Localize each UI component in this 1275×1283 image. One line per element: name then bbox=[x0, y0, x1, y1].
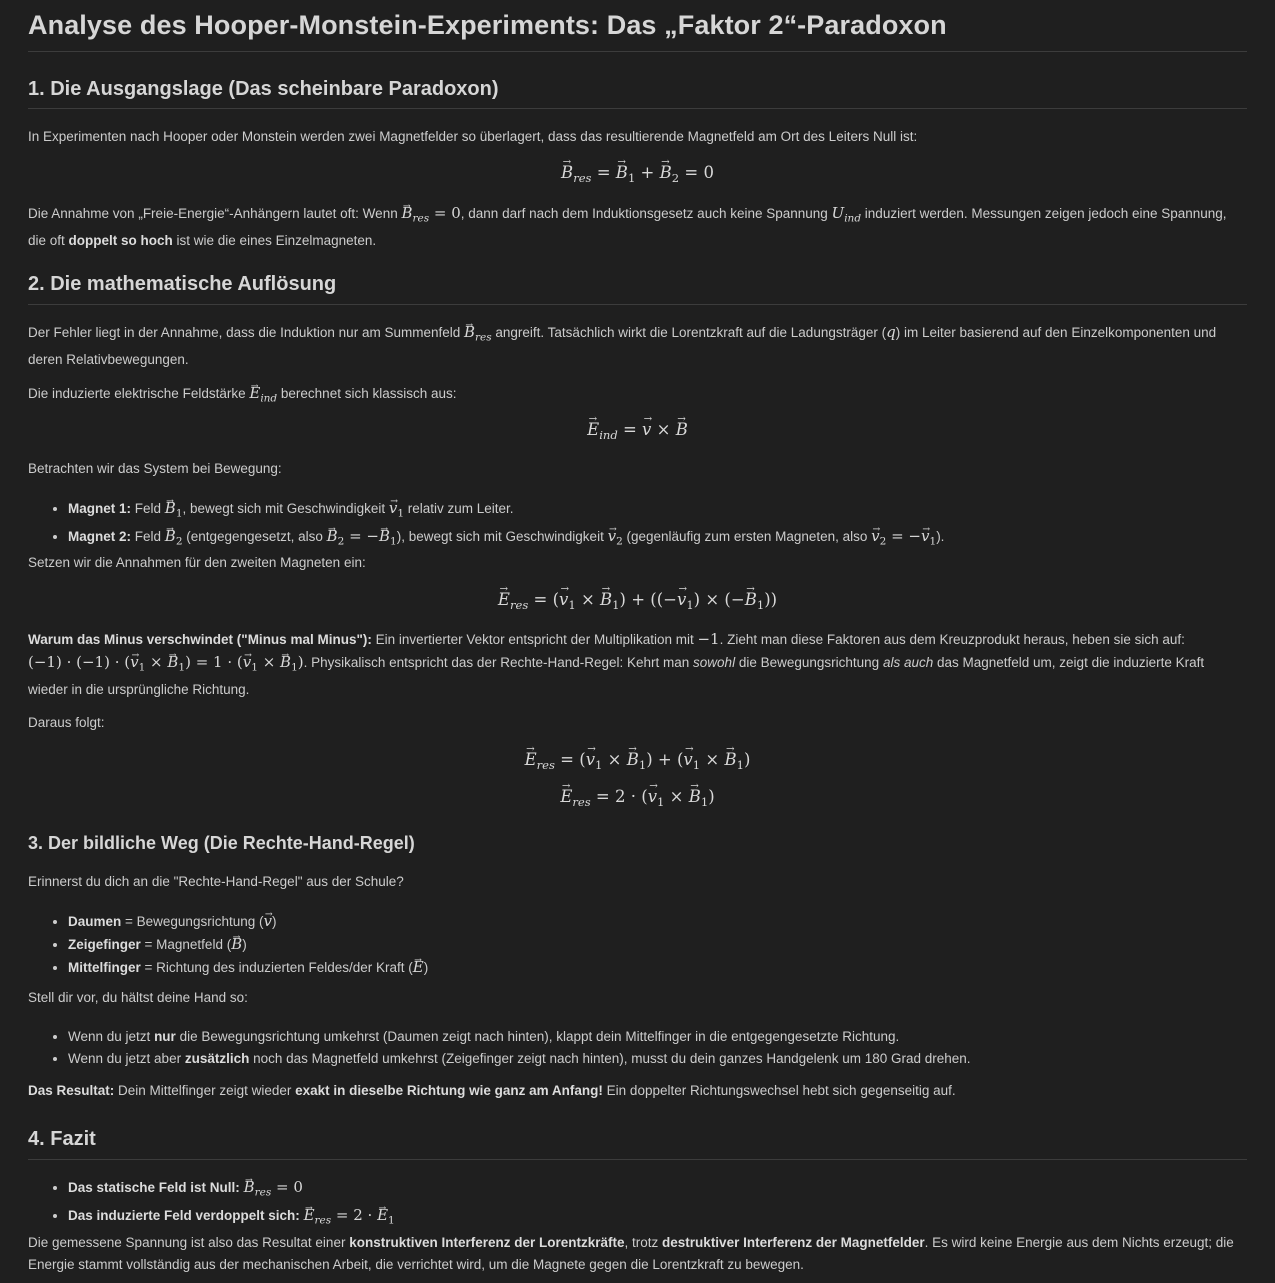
equation-e-ind: → $E_{ind}$ = → v × → B bbox=[28, 420, 1247, 442]
page-title: Analyse des Hooper-Monstein-Experiments: Das „Faktor 2“-Paradoxon bbox=[28, 10, 947, 40]
section-3-paragraph-1: Erinnerst du dich an die "Rechte-Hand-Regel" aus der Schule? bbox=[28, 874, 404, 889]
equation-e-res-substituted: → $E_{res}$ = (→ $v_1$ × → $B_1$) + ((−→ $v_1$) × (−→ $B_1$)) bbox=[28, 590, 1247, 612]
result-paragraph: Das Resultat: Dein Mittelfinger zeigt wieder exakt in dieselbe Richtung wie ganz am Anfang! Ein doppelter Richtungswechsel hebt sich gegenseitig auf. bbox=[28, 1083, 956, 1098]
section-2-paragraph-4: Setzen wir die Annahmen für den zweiten Magneten ein: bbox=[28, 555, 366, 570]
section-2-paragraph-5: Daraus folgt: bbox=[28, 715, 105, 730]
section-1-heading: 1. Die Ausgangslage (Das scheinbare Paradoxon) bbox=[28, 78, 499, 100]
equation-e-res-double: → $E_{res} = 2$ · (→ $v_1$ × → $B_1$) bbox=[28, 787, 1247, 809]
section-2-paragraph-1: Der Fehler liegt in der Annahme, dass die Induktion nur am Summenfeld → $B_{res}$ angreift. Tatsächlich wirkt die Lorentzkraft auf die Ladungsträger (q) im Leiter basierend auf den Einzelkomponenten und deren Relativbewegungen. bbox=[28, 321, 1247, 371]
list-item-mittelfinger: • Mittelfinger = Richtung des induzierten Feldes/der Kraft (→ E) bbox=[68, 956, 1247, 979]
hand-scenario-list bbox=[28, 1026, 1247, 1070]
section-1-paragraph-1: In Experimenten nach Hooper oder Monstein werden zwei Magnetfelder so überlagert, dass das resultierende Magnetfeld am Ort des Leiters Null ist: bbox=[28, 129, 918, 144]
section-4-divider bbox=[28, 1159, 1247, 1160]
list-item-induced-field: • Das induzierte Feld verdoppelt sich: → $E_{res} = 2$ · → $E_1$ bbox=[68, 1204, 1247, 1232]
section-1-divider bbox=[28, 108, 1247, 109]
list-item-magnet-1: • Magnet 1: Feld → $B_1$, bewegt sich mit Geschwindigkeit → $v_1$ relativ zum Leiter. bbox=[68, 497, 1247, 525]
section-3-heading: 3. Der bildliche Weg (Die Rechte-Hand-Regel) bbox=[28, 833, 415, 853]
list-item-daumen: • Daumen = Bewegungsrichtung (→ v) bbox=[68, 910, 1247, 933]
section-2-paragraph-2: Die induzierte elektrische Feldstärke → $E_{ind}$ berechnet sich klassisch aus: bbox=[28, 382, 1247, 410]
section-2-paragraph-3: Betrachten wir das System bei Bewegung: bbox=[28, 461, 282, 476]
title-divider bbox=[28, 51, 1247, 52]
list-item-scenario: • Wenn du jetzt aber zusätzlich noch das Magnetfeld umkehrst (Zeigefinger zeigt nach hinten), musst du dein ganzes Handgelenk um 180 Grad drehen. bbox=[68, 1048, 1247, 1070]
inline-math-minus-times-minus: (−1) · (−1) · (→ $v_1$ × → $B_1) = 1$ · (→ $v_1$ × → $B_1$) bbox=[28, 653, 304, 671]
section-3-paragraph-2: Stell dir vor, du hältst deine Hand so: bbox=[28, 990, 248, 1005]
magnet-list bbox=[28, 497, 1247, 552]
conclusion-paragraph: Die gemessene Spannung ist also das Resultat einer konstruktiven Interferenz der Lorentzkräfte, trotz destruktiver Interferenz der Magnetfelder. Es wird keine Energie aus dem Nichts erzeugt; die Energie stammt vollständig aus der mechanischen Arbeit, die verrichtet wird, um die Magnete gegen die Lorentzkraft zu bewegen. bbox=[28, 1235, 1234, 1272]
list-item-zeigefinger: • Zeigefinger = Magnetfeld (→ B) bbox=[68, 933, 1247, 956]
list-item-static-field: • Das statische Feld ist Null: → $B_{res} = 0$ bbox=[68, 1176, 1247, 1204]
equation-b-res-sum: → $B_{res}$ = → $B_1$ + → $B_2 = 0$ bbox=[28, 163, 1247, 185]
section-4-heading: 4. Fazit bbox=[28, 1128, 96, 1150]
section-2-heading: 2. Die mathematische Auflösung bbox=[28, 273, 337, 295]
list-item-scenario: • Wenn du jetzt nur die Bewegungsrichtung umkehrst (Daumen zeigt nach hinten), klappt dein Mittelfinger in die entgegengesetzte Richtung. bbox=[68, 1026, 1247, 1048]
right-hand-rule-list bbox=[28, 910, 1247, 979]
section-1-paragraph-2: Die Annahme von „Freie-Energie“-Anhängern lautet oft: Wenn → $B_{res} = 0$, dann darf nach dem Induktionsgesetz auch keine Spannung $U_{ind}$ induziert werden. Messungen zeigen jedoch eine Spannung, die oft doppelt so hoch ist wie die eines Einzelmagneten. bbox=[28, 202, 1247, 252]
section-2-divider bbox=[28, 304, 1247, 305]
fazit-list bbox=[28, 1176, 1247, 1231]
inline-math-b-res-zero: → $B_{res} = 0$ bbox=[401, 204, 460, 222]
inline-math-u-ind: $U_{ind}$ bbox=[831, 204, 862, 225]
minus-explanation-paragraph: Warum das Minus verschwindet ("Minus mal Minus"): Ein invertierter Vektor entspricht der Multiplikation mit −1. Zieht man diese Faktoren aus dem Kreuzprodukt heraus, heben sie sich auf: (−1) · (−1) · (→ $v_1$ × → $B_1) = 1$ · (→ $v_1$ × → $B_1$). Physikalisch entspricht das der Rechte-Hand-Regel: Kehrt man sowohl die Bewegungsrichtung als auch das Magnetfeld um, zeigt die induzierte Kraft wieder in die ursprüngliche Richtung. bbox=[28, 628, 1247, 701]
list-item-magnet-2: • Magnet 2: Feld → $B_2$ (entgegengesetzt, also → $B_2$ = −→ $B_1$), bewegt sich mit Geschwindigkeit → $v_2$ (gegenläufig zum ersten Magneten, also → $v_2$ = −→ $v_1$). bbox=[68, 525, 1247, 553]
equation-e-res-sum: → $E_{res}$ = (→ $v_1$ × → $B_1$) + (→ $v_1$ × → $B_1$) bbox=[28, 750, 1247, 772]
